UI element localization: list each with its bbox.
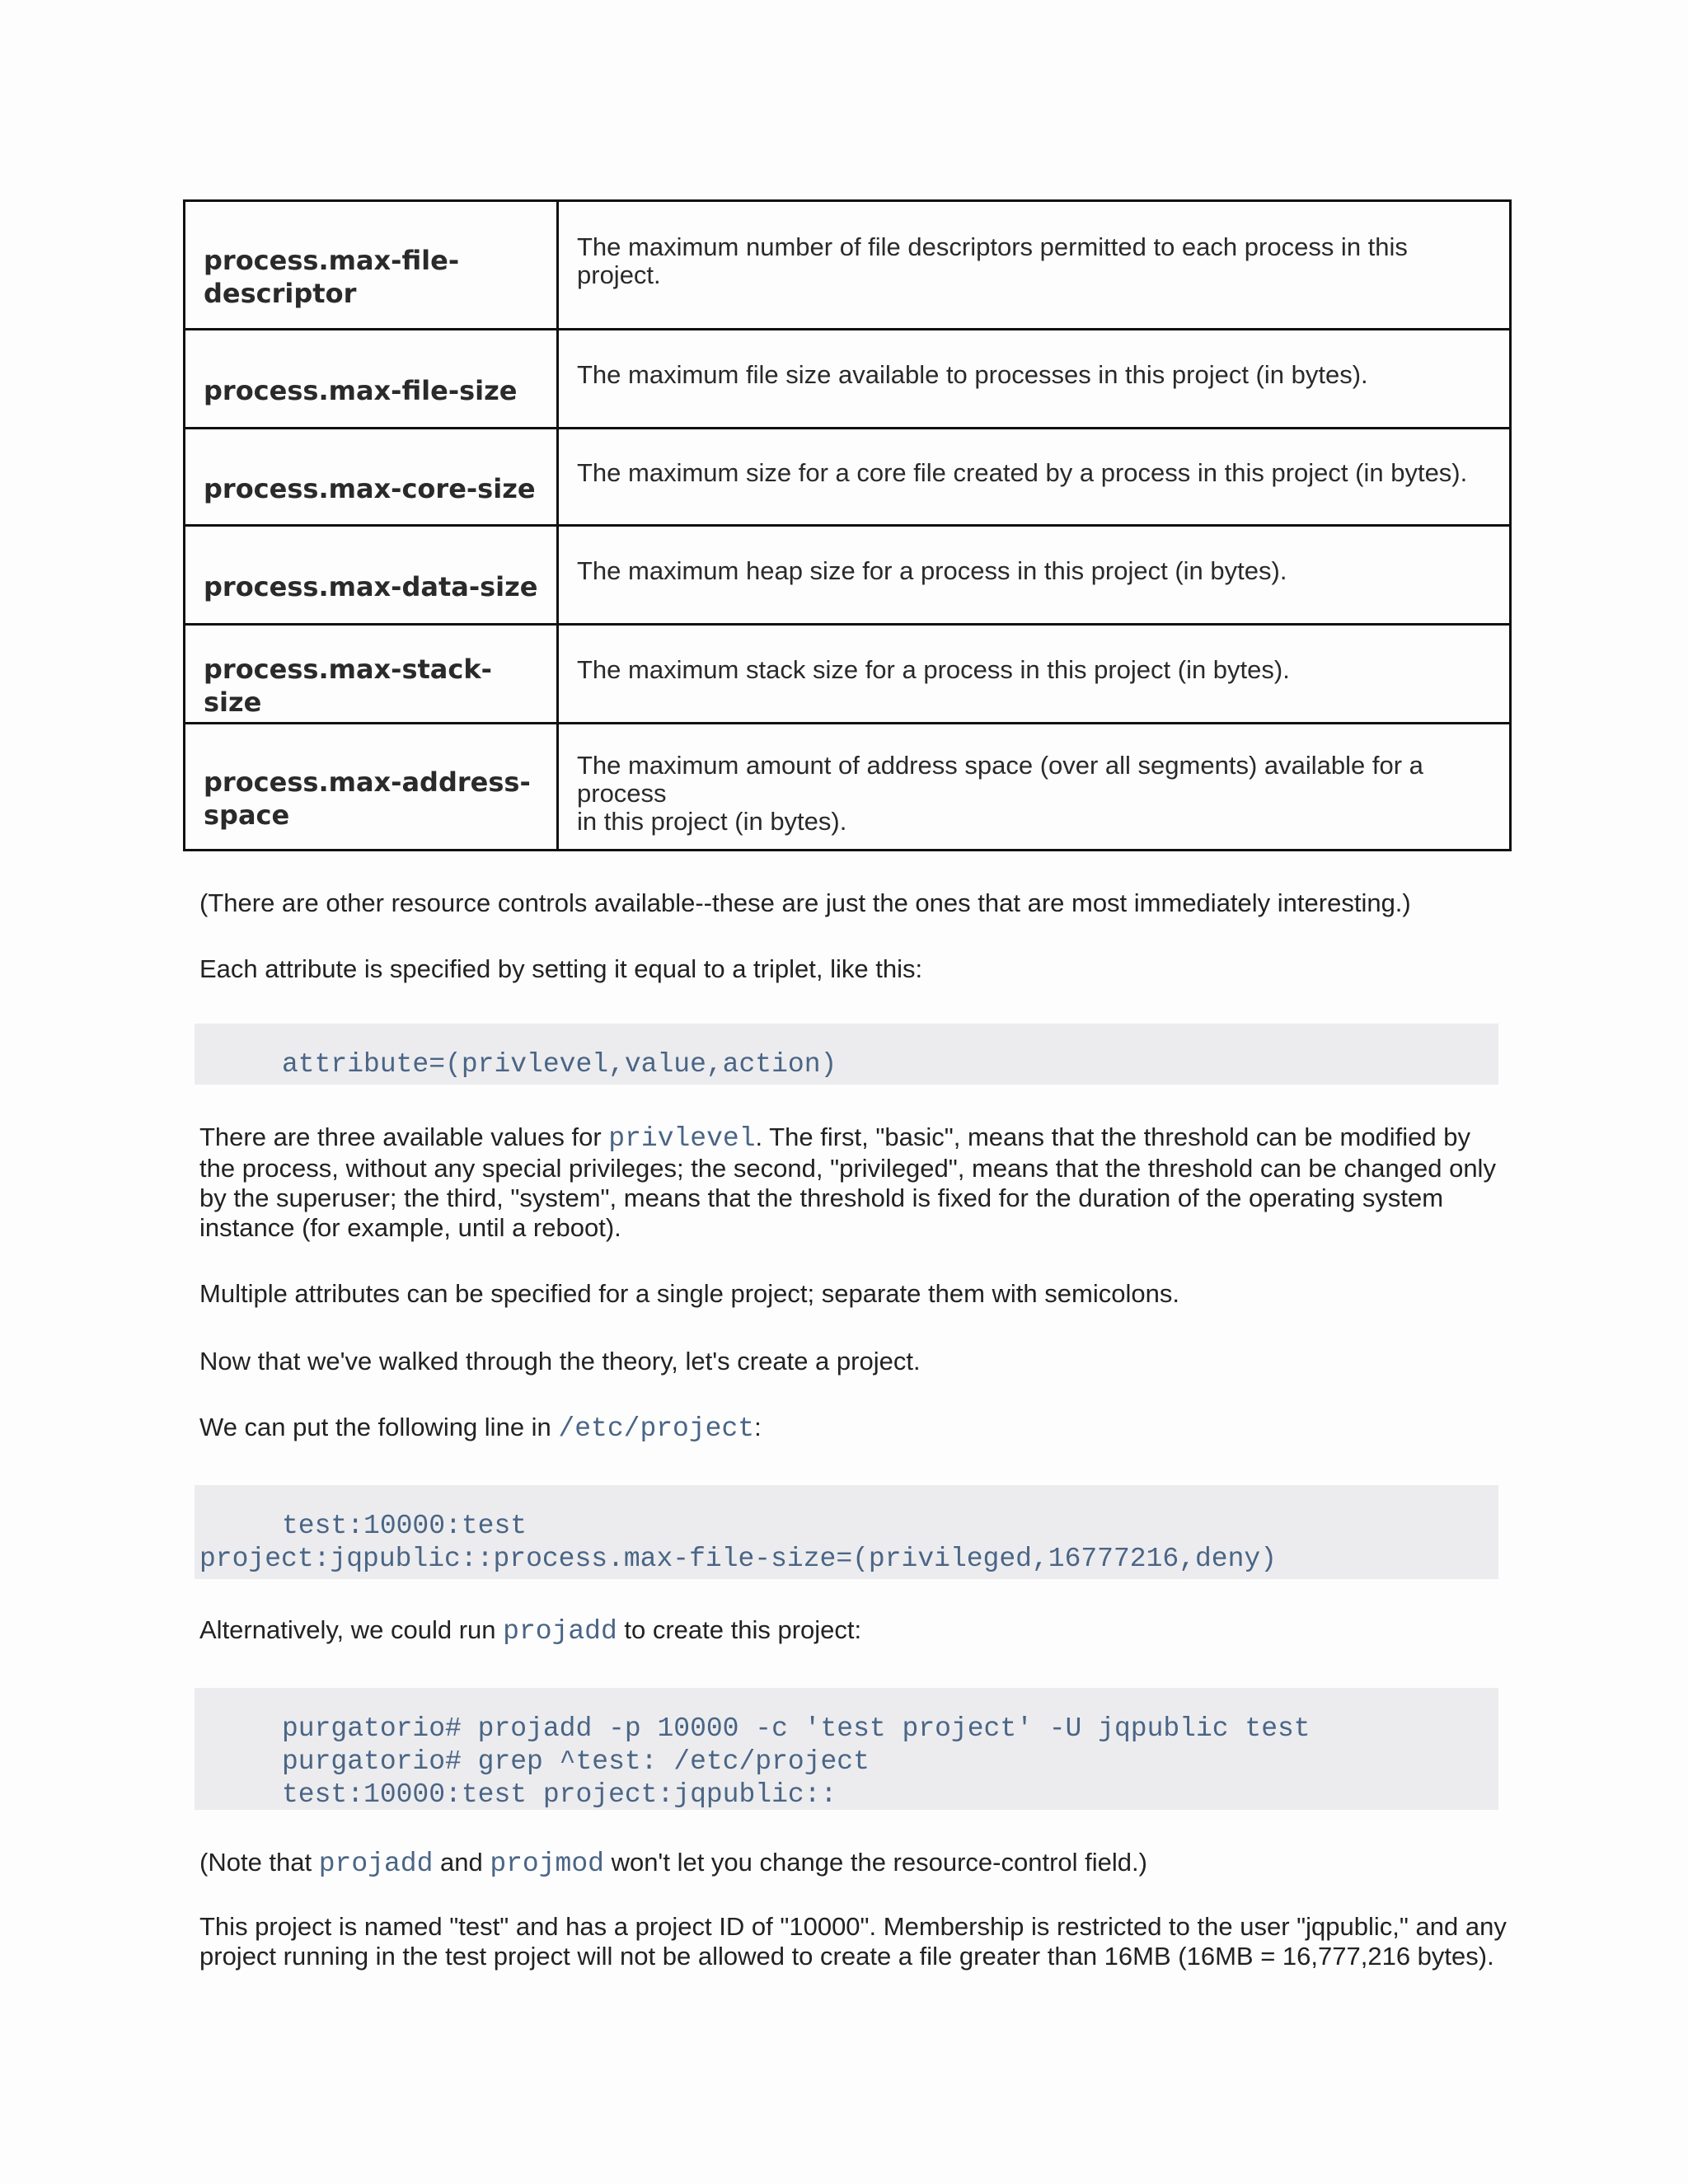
attribute-description: The maximum number of file descriptors permitted to each process in this project. (558, 201, 1511, 330)
description-line: in this project (in bytes). (577, 806, 847, 836)
attribute-name: process.max-file-size (185, 330, 558, 429)
text-run: . The first, "basic", means that the threshold can be modified by the process, without any special privileges; the second, "privileged", means that the threshold can be changed only by the superuser; the third, "system", means that the threshold is fixed for the duration of the operating system instance (for example, until a reboot). (199, 1122, 1496, 1242)
table-row (185, 526, 1511, 625)
code-block-triplet (195, 1024, 1498, 1085)
inline-code-projadd: projadd (503, 1616, 617, 1647)
attribute-name (185, 724, 558, 851)
table-row (185, 724, 1511, 851)
paragraph-put-line (199, 1413, 1510, 1444)
attribute-description: The maximum heap size for a process in this project (in bytes). (558, 526, 1511, 625)
paragraph-privlevel (199, 1122, 1510, 1243)
attribute-description: The maximum file size available to processes in this project (in bytes). (558, 330, 1511, 429)
attribute-description: The maximum size for a core file created by a process in this project (in bytes). (558, 429, 1511, 526)
text-run: and (433, 1848, 490, 1877)
table-row (185, 429, 1511, 526)
inline-code-etc-project: /etc/project (558, 1413, 755, 1444)
text-run: to create this project: (617, 1615, 862, 1644)
attribute-name (185, 201, 558, 330)
code-line: attribute=(privlevel,value,action) (282, 1049, 837, 1080)
inline-code-privlevel: privlevel (608, 1123, 756, 1154)
code-line: test:10000:test project:jqpublic:: (282, 1779, 837, 1810)
table-row (185, 330, 1511, 429)
attribute-name: process.max-stack-size (185, 625, 558, 724)
attribute-name-line: process.max-file- (204, 244, 460, 276)
paragraph-other-controls: (There are other resource controls available--these are just the ones that are most immediately interesting.) (199, 888, 1411, 917)
attribute-name: process.max-core-size (185, 429, 558, 526)
attribute-name-line: descriptor (204, 277, 357, 309)
text-run: There are three available values for (199, 1122, 609, 1151)
text-run: : (754, 1413, 762, 1441)
code-line: purgatorio# grep ^test: /etc/project (282, 1746, 870, 1777)
paragraph-summary: This project is named "test" and has a project ID of "10000". Membership is restricted to the user "jqpublic," and any project running in the test project will not be allowed to create a file greater than 16MB (16MB = 16,777,216 bytes). (199, 1912, 1507, 1971)
text-run: Alternatively, we could run (199, 1615, 504, 1644)
paragraph-theory: Now that we've walked through the theory, let's create a project. (199, 1347, 921, 1376)
text-run: We can put the following line in (199, 1413, 559, 1441)
text-run: (Note that (199, 1848, 319, 1877)
inline-code-projadd: projadd (318, 1849, 434, 1879)
table-row (185, 201, 1511, 330)
attribute-name: process.max-data-size (185, 526, 558, 625)
resource-controls-table (183, 199, 1512, 851)
attribute-name-line: process.max-address- (204, 766, 531, 798)
code-line: test:10000:test (282, 1511, 528, 1541)
inline-code-projmod: projmod (490, 1849, 604, 1879)
code-line: project:jqpublic::process.max-file-size=(privileged,16777216,deny) (199, 1544, 1278, 1574)
code-line: purgatorio# projadd -p 10000 -c 'test project' -U jqpublic test (282, 1713, 1311, 1744)
paragraph-alternatively (199, 1615, 1510, 1647)
table-row (185, 625, 1511, 724)
attribute-description: The maximum stack size for a process in this project (in bytes). (558, 625, 1511, 724)
paragraph-note (199, 1848, 1510, 1879)
paragraph-triplet: Each attribute is specified by setting it equal to a triplet, like this: (199, 954, 923, 983)
attribute-description (558, 724, 1511, 851)
code-block-projadd (195, 1688, 1498, 1810)
attribute-name-line: space (204, 799, 290, 831)
description-line: The maximum amount of address space (over all segments) available for a process (577, 750, 1423, 808)
paragraph-multiple-attributes: Multiple attributes can be specified for a single project; separate them with semicolons. (199, 1279, 1179, 1308)
text-run: won't let you change the resource-control field.) (603, 1848, 1147, 1877)
code-block-project-line (195, 1485, 1498, 1579)
